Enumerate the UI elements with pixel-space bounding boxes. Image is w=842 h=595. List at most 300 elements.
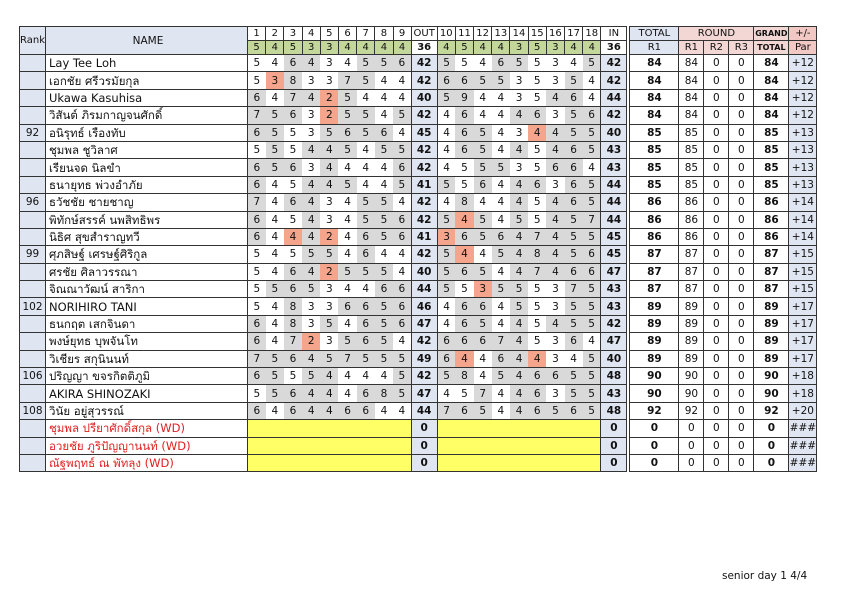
hole-score: 4 xyxy=(437,315,455,332)
player-name: อนิรุทธ์ เรืองทับ xyxy=(46,124,248,141)
grand-total: 84 xyxy=(754,72,789,89)
rank-cell xyxy=(20,315,46,332)
round-r3: 0 xyxy=(729,420,754,437)
hole-score: 6 xyxy=(393,228,411,245)
player-name: วิเชียร สกุนินนท์ xyxy=(46,350,248,367)
hole-score: 5 xyxy=(248,263,266,280)
hole-score: 3 xyxy=(510,159,528,176)
grand-total: 92 xyxy=(754,402,789,419)
hole-par: 4 xyxy=(357,41,375,55)
hole-score: 5 xyxy=(338,141,356,158)
player-row xyxy=(20,437,817,454)
hole-number: 12 xyxy=(474,27,492,41)
hole-score: 3 xyxy=(510,72,528,89)
hole-number: 1 xyxy=(248,27,266,41)
hole-score: 5 xyxy=(266,159,284,176)
out-score: 45 xyxy=(411,124,437,141)
round-r2: 0 xyxy=(704,89,729,106)
hole-score: 4 xyxy=(302,89,320,106)
player-row xyxy=(20,368,817,385)
withdrawn-back-blank xyxy=(437,420,601,437)
hole-score: 6 xyxy=(437,72,455,89)
hole-score: 4 xyxy=(375,107,393,124)
rank-cell xyxy=(20,211,46,228)
hole-number: 5 xyxy=(320,27,338,41)
hole-score: 5 xyxy=(248,55,266,72)
hole-score: 4 xyxy=(492,211,510,228)
hole-score: 4 xyxy=(338,281,356,298)
hole-score: 6 xyxy=(455,315,473,332)
player-name: พิทักษ์สรรค์ นพสิทธิพร xyxy=(46,211,248,228)
in-score: 48 xyxy=(601,402,627,419)
round-r1: 92 xyxy=(679,402,704,419)
round-r3: 0 xyxy=(729,454,754,471)
hole-score: 3 xyxy=(437,228,455,245)
hole-score: 4 xyxy=(492,402,510,419)
hole-score: 7 xyxy=(565,281,583,298)
plus-minus-par: +12 xyxy=(789,55,817,72)
hole-score: 4 xyxy=(357,368,375,385)
in-score: 43 xyxy=(601,298,627,315)
out-score: 44 xyxy=(411,402,437,419)
hole-score: 4 xyxy=(510,176,528,193)
player-name: NORIHIRO TANI xyxy=(46,298,248,315)
grand-total-header: GRAND xyxy=(754,27,789,41)
hole-score: 4 xyxy=(393,246,411,263)
in-score: 0 xyxy=(601,437,627,454)
hole-score: 8 xyxy=(284,72,302,89)
hole-score: 6 xyxy=(357,228,375,245)
hole-number: 4 xyxy=(302,27,320,41)
hole-score: 5 xyxy=(565,298,583,315)
hole-score: 2 xyxy=(302,333,320,350)
hole-score: 5 xyxy=(357,72,375,89)
out-header: OUT xyxy=(411,27,437,41)
hole-score: 6 xyxy=(455,298,473,315)
plus-minus-par: +20 xyxy=(789,402,817,419)
hole-score: 5 xyxy=(565,211,583,228)
out-score: 41 xyxy=(411,176,437,193)
hole-par: 4 xyxy=(393,41,411,55)
round-r3: 0 xyxy=(729,298,754,315)
hole-score: 6 xyxy=(528,368,546,385)
hole-score: 4 xyxy=(546,89,564,106)
hole-score: 4 xyxy=(284,228,302,245)
in-score: 45 xyxy=(601,246,627,263)
hole-score: 4 xyxy=(528,124,546,141)
hole-score: 4 xyxy=(510,141,528,158)
hole-score: 5 xyxy=(510,298,528,315)
hole-score: 4 xyxy=(510,385,528,402)
hole-score: 3 xyxy=(546,55,564,72)
hole-score: 4 xyxy=(266,402,284,419)
hole-score: 5 xyxy=(583,350,601,367)
hole-score: 6 xyxy=(284,350,302,367)
round-r3: 0 xyxy=(729,263,754,280)
hole-score: 4 xyxy=(528,350,546,367)
rank-cell xyxy=(20,89,46,106)
hole-score: 8 xyxy=(284,315,302,332)
out-score: 49 xyxy=(411,350,437,367)
total-r1: 86 xyxy=(630,211,679,228)
hole-score: 5 xyxy=(437,55,455,72)
total-r1: 85 xyxy=(630,124,679,141)
round-r3: 0 xyxy=(729,281,754,298)
player-name: Lay Tee Loh xyxy=(46,55,248,72)
out-score: 42 xyxy=(411,333,437,350)
hole-score: 5 xyxy=(583,176,601,193)
hole-score: 5 xyxy=(338,333,356,350)
hole-score: 5 xyxy=(474,228,492,245)
hole-score: 4 xyxy=(510,194,528,211)
hole-score: 6 xyxy=(583,246,601,263)
hole-score: 6 xyxy=(375,281,393,298)
hole-score: 5 xyxy=(375,141,393,158)
hole-score: 6 xyxy=(455,263,473,280)
player-name: เอกชัย ศรีวรมัยกุล xyxy=(46,72,248,89)
in-score: 42 xyxy=(601,315,627,332)
hole-score: 4 xyxy=(474,55,492,72)
hole-score: 4 xyxy=(437,194,455,211)
hole-score: 6 xyxy=(492,350,510,367)
hole-score: 6 xyxy=(437,350,455,367)
hole-score: 4 xyxy=(357,89,375,106)
player-name: ธนายุทธ พ่วงอำภัย xyxy=(46,176,248,193)
hole-score: 2 xyxy=(320,107,338,124)
hole-score: 6 xyxy=(565,141,583,158)
hole-number: 14 xyxy=(510,27,528,41)
round-r3: 0 xyxy=(729,315,754,332)
total-r1: 0 xyxy=(630,454,679,471)
in-score: 0 xyxy=(601,454,627,471)
hole-score: 6 xyxy=(284,263,302,280)
hole-score: 5 xyxy=(393,141,411,158)
hole-score: 5 xyxy=(528,89,546,106)
hole-score: 6 xyxy=(455,228,473,245)
player-name: ปริญญา ขจรกิตติภูมิ xyxy=(46,368,248,385)
plus-minus-par: +17 xyxy=(789,298,817,315)
hole-score: 4 xyxy=(492,124,510,141)
grand-total: 90 xyxy=(754,368,789,385)
hole-score: 3 xyxy=(302,159,320,176)
round-r2: 0 xyxy=(704,72,729,89)
hole-score: 5 xyxy=(357,350,375,367)
hole-score: 6 xyxy=(338,124,356,141)
hole-score: 5 xyxy=(583,228,601,245)
round-r1: 0 xyxy=(679,420,704,437)
player-row xyxy=(20,298,817,315)
hole-score: 4 xyxy=(338,55,356,72)
out-score: 42 xyxy=(411,246,437,263)
in-score: 43 xyxy=(601,141,627,158)
round-r1: 90 xyxy=(679,385,704,402)
hole-score: 4 xyxy=(474,246,492,263)
hole-par: 3 xyxy=(320,41,338,55)
total-r1: 85 xyxy=(630,141,679,158)
player-row xyxy=(20,141,817,158)
hole-score: 5 xyxy=(320,315,338,332)
total-r1: 89 xyxy=(630,333,679,350)
round-r1: 86 xyxy=(679,194,704,211)
hole-score: 6 xyxy=(393,315,411,332)
total-header: TOTAL xyxy=(630,27,679,41)
grand-total: 84 xyxy=(754,89,789,106)
hole-score: 6 xyxy=(357,385,375,402)
hole-score: 6 xyxy=(357,402,375,419)
out-score: 42 xyxy=(411,141,437,158)
in-score: 42 xyxy=(601,72,627,89)
hole-par: 3 xyxy=(302,41,320,55)
hole-score: 5 xyxy=(510,55,528,72)
round-r1: 87 xyxy=(679,281,704,298)
round-r2: 0 xyxy=(704,263,729,280)
hole-score: 4 xyxy=(492,107,510,124)
player-row xyxy=(20,124,817,141)
hole-score: 4 xyxy=(338,194,356,211)
rank-cell xyxy=(20,420,46,437)
round-r1: 89 xyxy=(679,350,704,367)
plus-minus-par: +18 xyxy=(789,385,817,402)
hole-score: 5 xyxy=(375,211,393,228)
hole-score: 6 xyxy=(546,159,564,176)
out-score: 42 xyxy=(411,107,437,124)
round-r1: 89 xyxy=(679,298,704,315)
round-r3: 0 xyxy=(729,194,754,211)
out-score: 42 xyxy=(411,72,437,89)
hole-score: 6 xyxy=(393,211,411,228)
hole-score: 6 xyxy=(357,315,375,332)
hole-score: 5 xyxy=(492,159,510,176)
round-r1: 84 xyxy=(679,89,704,106)
hole-score: 6 xyxy=(565,176,583,193)
hole-score: 4 xyxy=(266,89,284,106)
hole-score: 6 xyxy=(248,402,266,419)
hole-score: 7 xyxy=(284,333,302,350)
hole-score: 7 xyxy=(528,263,546,280)
hole-score: 6 xyxy=(455,141,473,158)
hole-score: 4 xyxy=(510,246,528,263)
hole-score: 4 xyxy=(546,315,564,332)
round-r1: 90 xyxy=(679,368,704,385)
hole-score: 5 xyxy=(583,281,601,298)
hole-score: 6 xyxy=(565,194,583,211)
hole-score: 5 xyxy=(284,246,302,263)
hole-par: 5 xyxy=(528,41,546,55)
hole-score: 4 xyxy=(375,159,393,176)
grand-total: 89 xyxy=(754,350,789,367)
hole-score: 6 xyxy=(565,89,583,106)
total-r1: 85 xyxy=(630,176,679,193)
withdrawn-front-blank xyxy=(248,437,412,454)
grand-total: 87 xyxy=(754,246,789,263)
hole-score: 5 xyxy=(393,350,411,367)
hole-number: 17 xyxy=(565,27,583,41)
in-par: 36 xyxy=(601,41,627,55)
hole-score: 5 xyxy=(248,246,266,263)
player-row xyxy=(20,281,817,298)
hole-score: 4 xyxy=(338,228,356,245)
hole-score: 6 xyxy=(565,402,583,419)
hole-par: 3 xyxy=(510,41,528,55)
plus-minus-par: +13 xyxy=(789,124,817,141)
round-r3: 0 xyxy=(729,368,754,385)
hole-score: 5 xyxy=(565,246,583,263)
round-r2: 0 xyxy=(704,454,729,471)
round-r3: 0 xyxy=(729,141,754,158)
hole-score: 4 xyxy=(320,385,338,402)
hole-score: 4 xyxy=(510,350,528,367)
hole-score: 3 xyxy=(510,89,528,106)
hole-score: 5 xyxy=(528,333,546,350)
rank-cell xyxy=(20,72,46,89)
hole-score: 6 xyxy=(565,263,583,280)
hole-score: 4 xyxy=(375,368,393,385)
hole-score: 5 xyxy=(565,315,583,332)
hole-score: 8 xyxy=(284,298,302,315)
hole-score: 7 xyxy=(338,350,356,367)
hole-score: 4 xyxy=(546,228,564,245)
total-r1: 90 xyxy=(630,368,679,385)
hole-score: 4 xyxy=(565,55,583,72)
hole-score: 5 xyxy=(284,176,302,193)
rank-cell xyxy=(20,385,46,402)
hole-score: 6 xyxy=(565,333,583,350)
hole-score: 4 xyxy=(393,333,411,350)
round-r3: 0 xyxy=(729,228,754,245)
plus-minus-par: +12 xyxy=(789,72,817,89)
hole-score: 5 xyxy=(375,315,393,332)
hole-score: 4 xyxy=(437,385,455,402)
hole-score: 3 xyxy=(546,298,564,315)
round-r3: 0 xyxy=(729,72,754,89)
player-name: ศรชัย ศิลาวรรณา xyxy=(46,263,248,280)
hole-number: 10 xyxy=(437,27,455,41)
in-score: 47 xyxy=(601,263,627,280)
hole-score: 3 xyxy=(320,211,338,228)
hole-score: 5 xyxy=(320,350,338,367)
hole-score: 4 xyxy=(510,333,528,350)
round-r2: 0 xyxy=(704,228,729,245)
round-r3: 0 xyxy=(729,89,754,106)
hole-number: 7 xyxy=(357,27,375,41)
out-score: 40 xyxy=(411,263,437,280)
hole-score: 4 xyxy=(455,246,473,263)
total-r1: 85 xyxy=(630,159,679,176)
out-score: 47 xyxy=(411,385,437,402)
hole-score: 5 xyxy=(437,176,455,193)
round-r1: 0 xyxy=(679,454,704,471)
hole-score: 4 xyxy=(338,159,356,176)
player-row xyxy=(20,350,817,367)
hole-score: 6 xyxy=(248,159,266,176)
round-r3: 0 xyxy=(729,107,754,124)
hole-score: 4 xyxy=(546,263,564,280)
player-row xyxy=(20,55,817,72)
in-score: 45 xyxy=(601,228,627,245)
hole-score: 5 xyxy=(528,55,546,72)
hole-score: 4 xyxy=(266,176,284,193)
plus-minus-par: +12 xyxy=(789,107,817,124)
hole-score: 5 xyxy=(266,385,284,402)
player-row xyxy=(20,194,817,211)
plus-minus-par: +15 xyxy=(789,246,817,263)
hole-score: 4 xyxy=(357,141,375,158)
hole-score: 6 xyxy=(284,385,302,402)
hole-score: 5 xyxy=(266,141,284,158)
plus-minus-par: +13 xyxy=(789,176,817,193)
player-row xyxy=(20,228,817,245)
player-name: ธนกฤต เสกจินดา xyxy=(46,315,248,332)
round-r1: 85 xyxy=(679,176,704,193)
hole-score: 5 xyxy=(528,194,546,211)
hole-score: 8 xyxy=(455,194,473,211)
total-r1: 89 xyxy=(630,350,679,367)
hole-score: 6 xyxy=(455,72,473,89)
round-r1: 89 xyxy=(679,333,704,350)
hole-score: 5 xyxy=(437,89,455,106)
player-name: พงษ์ยุทธ บุพจันโท xyxy=(46,333,248,350)
round-r3: 0 xyxy=(729,176,754,193)
player-row xyxy=(20,454,817,471)
hole-score: 6 xyxy=(546,368,564,385)
hole-score: 4 xyxy=(375,402,393,419)
round-r1: 85 xyxy=(679,141,704,158)
round-r2: 0 xyxy=(704,55,729,72)
hole-score: 4 xyxy=(266,246,284,263)
hole-score: 6 xyxy=(284,107,302,124)
player-row xyxy=(20,211,817,228)
grand-total: 84 xyxy=(754,107,789,124)
hole-score: 4 xyxy=(510,107,528,124)
total-r1: 86 xyxy=(630,194,679,211)
hole-score: 5 xyxy=(302,246,320,263)
grand-total: 87 xyxy=(754,281,789,298)
in-score: 43 xyxy=(601,281,627,298)
total-r1: 92 xyxy=(630,402,679,419)
round-r2: 0 xyxy=(704,107,729,124)
player-name: AKIRA SHINOZAKI xyxy=(46,385,248,402)
player-name: ศุภสิษฐ์ เศรษฐ์ศิริกูล xyxy=(46,246,248,263)
hole-par: 4 xyxy=(565,41,583,55)
hole-score: 3 xyxy=(266,72,284,89)
round-r2: 0 xyxy=(704,211,729,228)
hole-score: 4 xyxy=(266,211,284,228)
hole-score: 4 xyxy=(546,211,564,228)
hole-score: 4 xyxy=(338,211,356,228)
hole-score: 6 xyxy=(357,298,375,315)
withdrawn-front-blank xyxy=(248,454,412,471)
hole-score: 6 xyxy=(284,159,302,176)
hole-score: 4 xyxy=(302,176,320,193)
hole-score: 5 xyxy=(583,124,601,141)
hole-score: 3 xyxy=(546,333,564,350)
hole-score: 6 xyxy=(248,333,266,350)
hole-score: 4 xyxy=(455,211,473,228)
rank-cell xyxy=(20,228,46,245)
hole-score: 5 xyxy=(248,385,266,402)
plus-minus-par: +17 xyxy=(789,333,817,350)
out-score: 42 xyxy=(411,194,437,211)
hole-score: 5 xyxy=(284,368,302,385)
grand-total: 0 xyxy=(754,437,789,454)
hole-score: 5 xyxy=(528,298,546,315)
hole-score: 4 xyxy=(437,159,455,176)
hole-score: 3 xyxy=(320,194,338,211)
hole-score: 6 xyxy=(528,176,546,193)
out-score: 42 xyxy=(411,159,437,176)
player-row xyxy=(20,263,817,280)
hole-score: 5 xyxy=(492,368,510,385)
